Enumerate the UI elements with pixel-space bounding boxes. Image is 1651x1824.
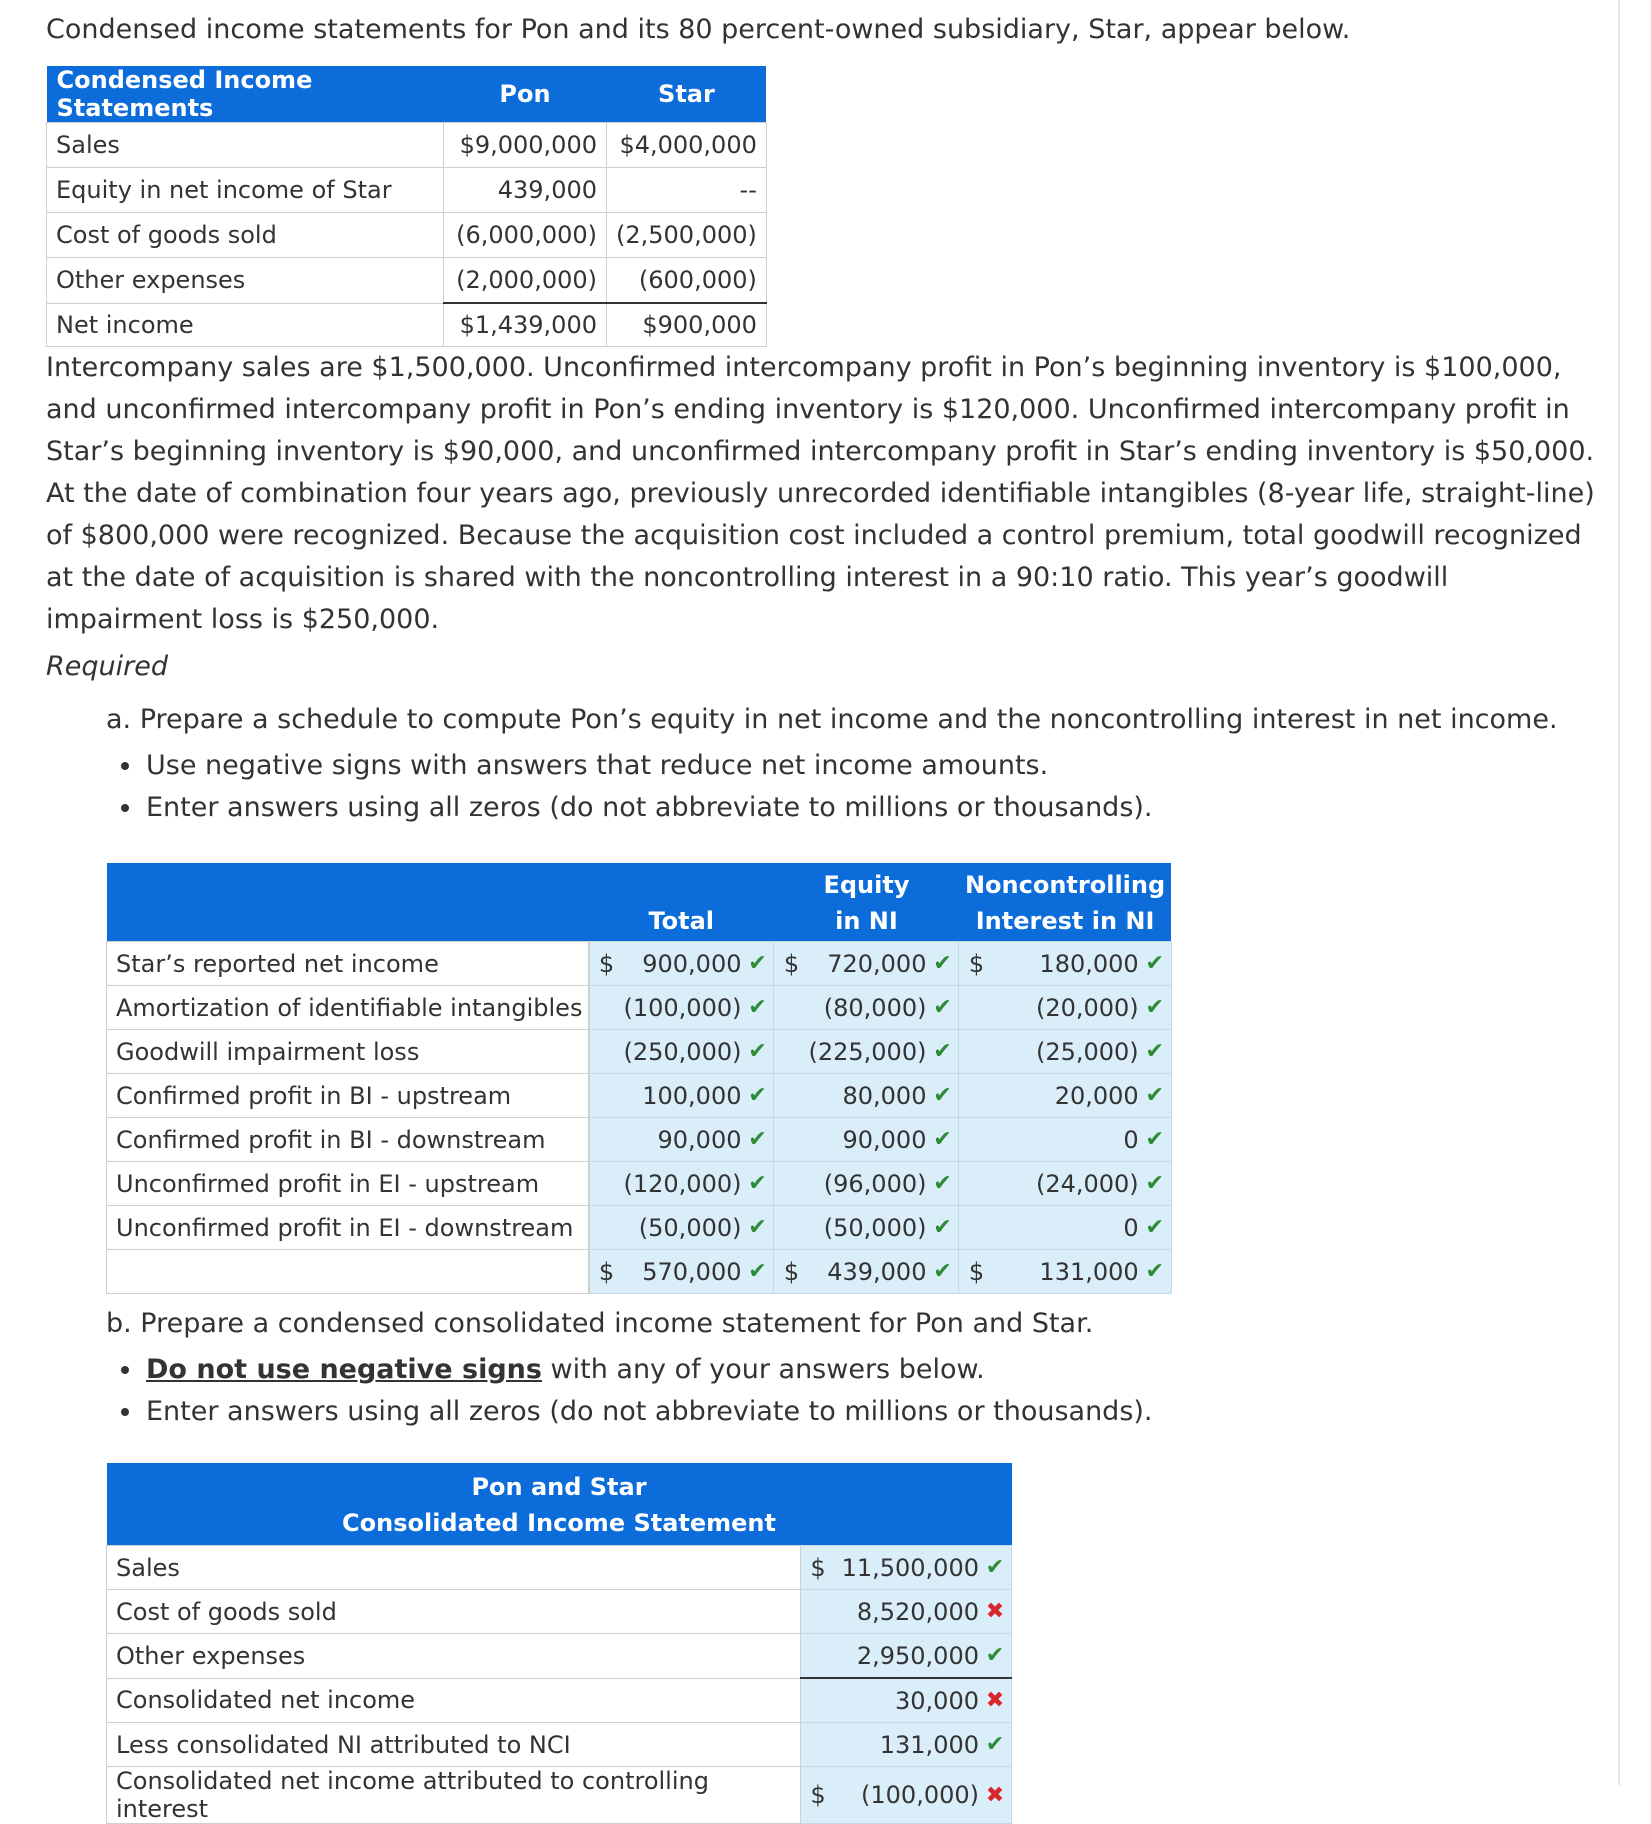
t2-header-total: Total xyxy=(589,863,774,942)
answer-cell-nci[interactable] xyxy=(959,1074,1171,1118)
dollar-sign: $ xyxy=(598,1257,615,1286)
answer-cell[interactable] xyxy=(801,1590,1012,1634)
instruction-item xyxy=(144,1349,1618,1391)
answer-value[interactable]: 900,000 xyxy=(642,949,742,978)
schedule-row-label: Unconfirmed profit in EI - upstream xyxy=(107,1162,589,1206)
check-icon: ✔ xyxy=(933,1127,952,1152)
check-icon: ✔ xyxy=(748,1083,767,1108)
t1-pon-value: $1,439,000 xyxy=(444,303,607,347)
check-icon: ✔ xyxy=(1145,1039,1164,1064)
answer-cell-total[interactable] xyxy=(589,1030,774,1074)
schedule-row-label: Star’s reported net income xyxy=(107,942,589,986)
answer-value[interactable]: 0 xyxy=(1123,1213,1139,1242)
t2-header-equity-l1: Equity xyxy=(823,871,910,899)
dollar-sign: $ xyxy=(810,1553,826,1582)
statement-row-label: Cost of goods sold xyxy=(107,1590,801,1634)
cross-icon: ✖ xyxy=(985,1782,1005,1808)
answer-cell[interactable] xyxy=(801,1634,1012,1679)
answer-cell-equity[interactable] xyxy=(774,986,959,1030)
check-icon: ✔ xyxy=(1145,1127,1164,1152)
t1-header-star: Star xyxy=(607,66,767,123)
answer-cell-total[interactable] xyxy=(589,942,774,986)
answer-cell-equity[interactable] xyxy=(774,942,959,986)
instruction-item: • Use negative signs with answers that reduce net income amounts. xyxy=(144,745,1618,787)
answer-value[interactable]: (50,000) xyxy=(638,1213,742,1242)
check-icon: ✔ xyxy=(933,1083,952,1108)
schedule-row-label xyxy=(107,1250,589,1294)
t1-star-value: $900,000 xyxy=(607,303,767,347)
t1-header-pon: Pon xyxy=(444,66,607,123)
answer-value[interactable]: 2,950,000 xyxy=(856,1641,979,1670)
dollar-sign: $ xyxy=(810,1781,826,1809)
answer-cell-nci[interactable] xyxy=(959,1162,1171,1206)
answer-cell-nci[interactable] xyxy=(959,986,1171,1030)
t1-star-value: -- xyxy=(607,168,767,213)
check-icon: ✔ xyxy=(748,1215,767,1240)
answer-value[interactable]: (50,000) xyxy=(823,1213,927,1242)
check-icon: ✔ xyxy=(1145,951,1164,976)
consolidated-income-statement xyxy=(106,1463,1012,1824)
schedule-row-label: Amortization of identifiable intangibles xyxy=(107,986,589,1030)
table-row xyxy=(107,986,1172,1030)
table-row xyxy=(47,258,767,304)
answer-cell-nci[interactable] xyxy=(959,1206,1171,1250)
answer-cell-equity[interactable] xyxy=(774,1074,959,1118)
check-icon: ✔ xyxy=(933,1039,952,1064)
check-icon: ✔ xyxy=(985,1555,1005,1580)
check-icon: ✔ xyxy=(1145,1083,1164,1108)
t1-star-value: (2,500,000) xyxy=(607,213,767,258)
answer-value[interactable]: 131,000 xyxy=(879,1730,979,1759)
instruction-item: • Enter answers using all zeros (do not abbreviate to millions or thousands). xyxy=(144,1391,1618,1433)
answer-value[interactable]: 11,500,000 xyxy=(841,1553,979,1582)
answer-value[interactable]: (100,000) xyxy=(623,993,742,1022)
check-icon: ✔ xyxy=(933,951,952,976)
answer-cell-equity[interactable] xyxy=(774,1030,959,1074)
condensed-income-table xyxy=(46,66,767,347)
t3-title xyxy=(107,1463,1012,1546)
part-b-question: b. Prepare a condensed consolidated income statement for Pon and Star. xyxy=(106,1308,1094,1339)
answer-value[interactable]: 439,000 xyxy=(827,1257,927,1286)
table-row xyxy=(107,1723,1012,1767)
table-row xyxy=(107,1074,1172,1118)
check-icon: ✔ xyxy=(985,1732,1005,1757)
intro-text: Condensed income statements for Pon and its 80 percent-owned subsidiary, Star, appear below. xyxy=(46,14,1351,45)
table-row xyxy=(107,1634,1012,1679)
schedule-row-label: Confirmed profit in BI - upstream xyxy=(107,1074,589,1118)
answer-cell-total[interactable] xyxy=(589,1162,774,1206)
table-row xyxy=(107,1206,1172,1250)
check-icon: ✔ xyxy=(748,951,767,976)
answer-cell-nci[interactable] xyxy=(959,1030,1171,1074)
check-icon: ✔ xyxy=(933,995,952,1020)
t2-header-nci-l1: Noncontrolling xyxy=(964,871,1166,899)
answer-value[interactable]: (250,000) xyxy=(623,1037,742,1066)
answer-cell-total[interactable] xyxy=(589,1250,774,1294)
part-b-instructions xyxy=(106,1349,1618,1433)
check-icon: ✔ xyxy=(1145,1215,1164,1240)
answer-cell[interactable] xyxy=(801,1723,1012,1767)
answer-value[interactable]: 180,000 xyxy=(1039,949,1139,978)
answer-value[interactable]: 570,000 xyxy=(642,1257,742,1286)
check-icon: ✔ xyxy=(748,1039,767,1064)
table-row xyxy=(107,1162,1172,1206)
answer-value[interactable]: 30,000 xyxy=(895,1686,979,1715)
t2-header-nci xyxy=(959,863,1171,942)
t1-pon-value: (2,000,000) xyxy=(444,258,607,304)
answer-cell-total[interactable] xyxy=(589,1118,774,1162)
answer-value[interactable]: 90,000 xyxy=(657,1125,742,1154)
answer-value[interactable]: (20,000) xyxy=(1035,993,1139,1022)
table-row xyxy=(107,1546,1012,1590)
answer-value[interactable]: (100,000) xyxy=(861,1781,979,1809)
t2-header-equity xyxy=(774,863,959,942)
table-row xyxy=(107,1250,1172,1294)
schedule-row-label: Unconfirmed profit in EI - downstream xyxy=(107,1206,589,1250)
check-icon: ✔ xyxy=(748,1171,767,1196)
t1-row-label: Net income xyxy=(47,303,444,347)
t2-body xyxy=(107,942,1172,1294)
dollar-sign: $ xyxy=(598,949,615,978)
t3-title-l2: Consolidated Income Statement xyxy=(342,1509,776,1537)
check-icon: ✔ xyxy=(1145,1171,1164,1196)
answer-value[interactable]: 80,000 xyxy=(842,1081,927,1110)
statement-row-label: Sales xyxy=(107,1546,801,1590)
t1-pon-value: 439,000 xyxy=(444,168,607,213)
t1-pon-value: $9,000,000 xyxy=(444,123,607,168)
t1-star-value: $4,000,000 xyxy=(607,123,767,168)
equity-nci-schedule xyxy=(106,863,1172,1294)
t1-row-label: Cost of goods sold xyxy=(47,213,444,258)
required-heading: Required xyxy=(46,651,168,682)
statement-row-label: Consolidated net income attributed to controlling interest xyxy=(107,1767,801,1824)
answer-cell-nci[interactable] xyxy=(959,1250,1171,1294)
answer-cell-nci[interactable] xyxy=(959,1118,1171,1162)
t2-header-nci-l2: Interest in NI xyxy=(975,907,1155,935)
t1-header-label: Condensed Income Statements xyxy=(47,66,444,123)
dollar-sign: $ xyxy=(783,949,800,978)
answer-value[interactable]: (25,000) xyxy=(1035,1037,1139,1066)
table-row xyxy=(47,123,767,168)
answer-value[interactable]: 720,000 xyxy=(827,949,927,978)
t1-row-label: Sales xyxy=(47,123,444,168)
answer-value[interactable]: 131,000 xyxy=(1039,1257,1139,1286)
instruction-item: • Enter answers using all zeros (do not abbreviate to millions or thousands). xyxy=(144,787,1618,829)
answer-cell-equity[interactable] xyxy=(774,1206,959,1250)
instruction-emphasis: Do not use negative signs xyxy=(146,1354,542,1385)
answer-cell-equity[interactable] xyxy=(774,1162,959,1206)
cross-icon: ✖ xyxy=(985,1599,1005,1624)
answer-cell[interactable] xyxy=(801,1546,1012,1590)
answer-value[interactable]: 20,000 xyxy=(1054,1081,1139,1110)
table-row xyxy=(107,1678,1012,1723)
answer-value[interactable]: 90,000 xyxy=(842,1125,927,1154)
answer-value[interactable]: (225,000) xyxy=(808,1037,927,1066)
check-icon: ✔ xyxy=(933,1171,952,1196)
part-b xyxy=(106,1308,1618,1824)
table-row xyxy=(107,1767,1012,1824)
answer-value[interactable]: 100,000 xyxy=(642,1081,742,1110)
table-row xyxy=(47,213,767,258)
answer-value[interactable]: (96,000) xyxy=(823,1169,927,1198)
check-icon: ✔ xyxy=(1145,995,1164,1020)
answer-cell[interactable] xyxy=(801,1678,1012,1723)
answer-value[interactable]: (120,000) xyxy=(623,1169,742,1198)
statement-row-label: Less consolidated NI attributed to NCI xyxy=(107,1723,801,1767)
table-row xyxy=(107,942,1172,986)
part-a xyxy=(106,704,1618,1294)
answer-value[interactable]: (80,000) xyxy=(823,993,927,1022)
answer-cell[interactable] xyxy=(801,1767,1012,1824)
t2-header-equity-l2: in NI xyxy=(835,907,898,935)
answer-cell-nci[interactable] xyxy=(959,942,1171,986)
dollar-sign: $ xyxy=(783,1257,800,1286)
dollar-sign: $ xyxy=(968,949,985,978)
cross-icon: ✖ xyxy=(985,1688,1005,1713)
statement-row-label: Consolidated net income xyxy=(107,1678,801,1723)
check-icon: ✔ xyxy=(933,1215,952,1240)
answer-value[interactable]: 0 xyxy=(1123,1125,1139,1154)
check-icon: ✔ xyxy=(748,995,767,1020)
answer-cell-total[interactable] xyxy=(589,1074,774,1118)
check-icon: ✔ xyxy=(985,1643,1005,1668)
answer-cell-total[interactable] xyxy=(589,1206,774,1250)
schedule-row-label: Confirmed profit in BI - downstream xyxy=(107,1118,589,1162)
part-a-instructions xyxy=(106,745,1618,829)
statement-row-label: Other expenses xyxy=(107,1634,801,1679)
t1-pon-value: (6,000,000) xyxy=(444,213,607,258)
table-row xyxy=(107,1118,1172,1162)
table-row xyxy=(107,1030,1172,1074)
answer-cell-total[interactable] xyxy=(589,986,774,1030)
answer-cell-equity[interactable] xyxy=(774,1118,959,1162)
answer-value[interactable]: (24,000) xyxy=(1035,1169,1139,1198)
dollar-sign: $ xyxy=(968,1257,985,1286)
part-a-question: a. Prepare a schedule to compute Pon’s equity in net income and the noncontrolling interest in net income. xyxy=(106,704,1558,735)
check-icon: ✔ xyxy=(933,1259,952,1284)
check-icon: ✔ xyxy=(748,1259,767,1284)
t2-header-blank xyxy=(107,863,589,942)
table-row xyxy=(47,303,767,347)
t3-title-l1: Pon and Star xyxy=(471,1473,647,1501)
schedule-row-label: Goodwill impairment loss xyxy=(107,1030,589,1074)
table-row xyxy=(107,1590,1012,1634)
t3-body xyxy=(107,1546,1012,1824)
answer-cell-equity[interactable] xyxy=(774,1250,959,1294)
t1-row-label: Equity in net income of Star xyxy=(47,168,444,213)
t1-row-label: Other expenses xyxy=(47,258,444,304)
table-row xyxy=(47,168,767,213)
answer-value[interactable]: 8,520,000 xyxy=(856,1597,979,1626)
instruction-rest: with any of your answers below. xyxy=(541,1354,985,1385)
t1-star-value: (600,000) xyxy=(607,258,767,304)
check-icon: ✔ xyxy=(748,1127,767,1152)
problem-paragraph: Intercompany sales are $1,500,000. Unconfirmed intercompany profit in Pon’s beginning inventory is $100,000, and unconfirmed intercompany profit in Pon’s ending inventory is $120,000. Unconfirmed intercompany profit in Star’s beginning inventory is $90,000, and unconfirmed intercompany profit in Star’s ending inventory is $50,000. At the date of combination four years ago, previously unrecorded identifiable intangibles (8-year life, straight-line) of $800,000 were recognized. Because the acquisition cost included a control premium, total goodwill recognized at the date of acquisition is shared with the noncontrolling interest in a 90:10 ratio. This year’s goodwill impairment loss is $250,000. xyxy=(46,352,1595,635)
check-icon: ✔ xyxy=(1145,1259,1164,1284)
